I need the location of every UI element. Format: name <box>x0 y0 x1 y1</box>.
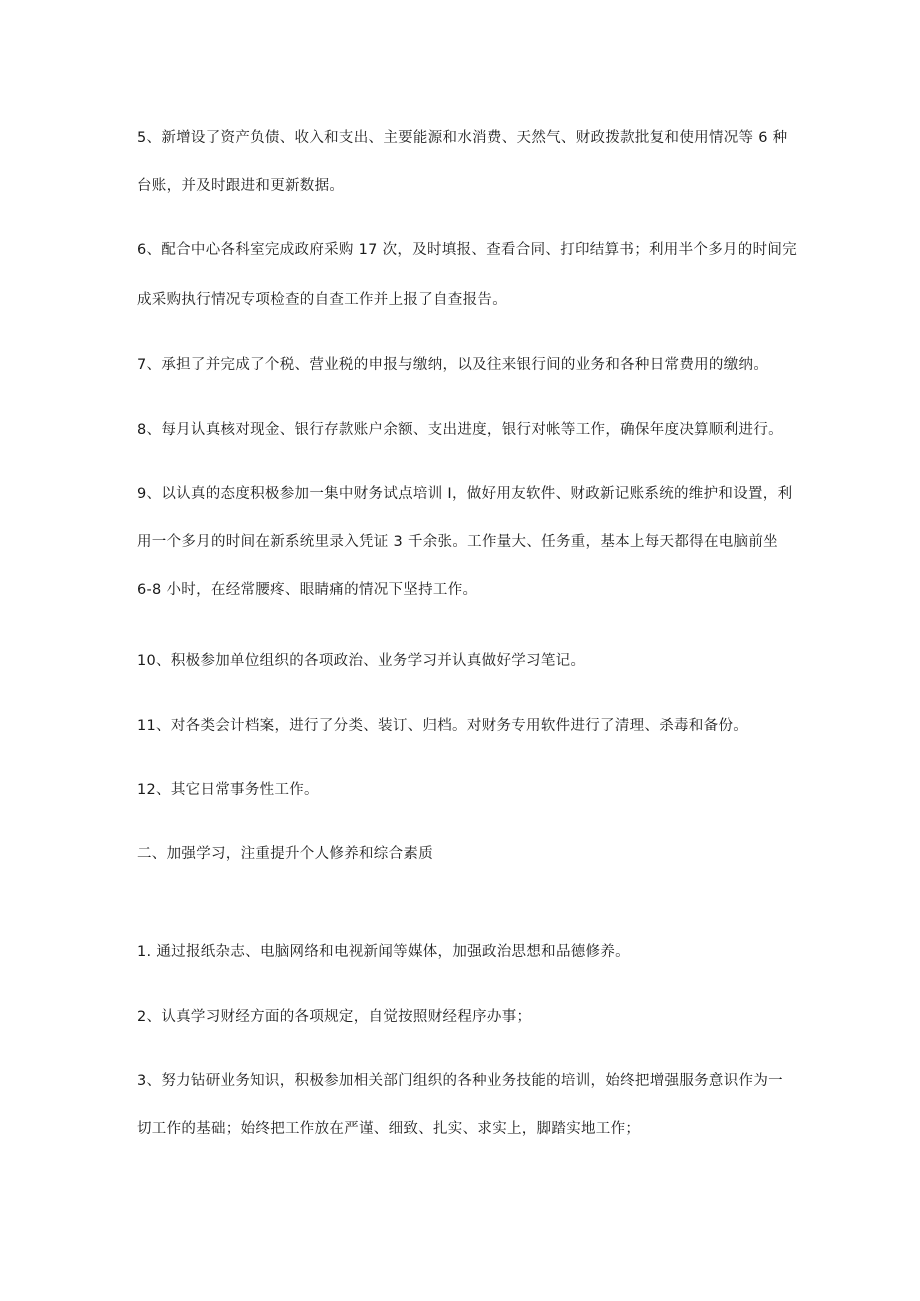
item-6-line-1: 6、配合中心各科室完成政府采购 17 次，及时填报、查看合同、打印结算书；利用半个多月的时间完 <box>137 242 797 258</box>
study-item-3-line-2: 切工作的基础；始终把工作放在严谨、细致、扎实、求实上，脚踏实地工作； <box>137 1121 641 1137</box>
item-5-line-2: 台账，并及时跟进和更新数据。 <box>137 178 345 194</box>
item-7-line-1: 7、承担了并完成了个税、营业税的申报与缴纳，以及往来银行间的业务和各种日常费用的缴纳。 <box>137 357 769 373</box>
item-12-line-1: 12、其它日常事务性工作。 <box>137 782 319 798</box>
study-item-2-line-1: 2、认真学习财经方面的各项规定，自觉按照财经程序办事； <box>137 1009 532 1025</box>
item-9-line-3: 6-8 小时，在经常腰疼、眼睛痛的情况下坚持工作。 <box>137 582 478 598</box>
section-heading: 二、加强学习，注重提升个人修养和综合素质 <box>137 846 433 862</box>
item-5-line-1: 5、新增设了资产负债、收入和支出、主要能源和水消费、天然气、财政拨款批复和使用情况等 6 种 <box>137 130 788 146</box>
item-6-line-2: 成采购执行情况专项检查的自查工作并上报了自查报告。 <box>137 292 507 308</box>
study-item-3-line-1: 3、努力钻研业务知识，积极参加相关部门组织的各种业务技能的培训，始终把增强服务意识作为一 <box>137 1073 783 1089</box>
item-8-line-1: 8、每月认真核对现金、银行存款账户余额、支出进度，银行对帐等工作，确保年度决算顺利进行。 <box>137 422 783 438</box>
item-10-line-1: 10、积极参加单位组织的各项政治、业务学习并认真做好学习笔记。 <box>137 653 586 669</box>
item-9-line-2: 用一个多月的时间在新系统里录入凭证 3 千余张。工作量大、任务重，基本上每天都得在电脑前坐 <box>137 534 778 550</box>
item-11-line-1: 11、对各类会计档案，进行了分类、装订、归档。对财务专用软件进行了清理、杀毒和备份。 <box>137 718 749 734</box>
item-9-line-1: 9、以认真的态度积极参加一集中财务试点培训 I，做好用友软件、财政新记账系统的维护和设置，利 <box>137 486 793 502</box>
study-item-1-line-1: 1. 通过报纸杂志、电脑网络和电视新闻等媒体，加强政治思想和品德修养。 <box>137 944 630 960</box>
